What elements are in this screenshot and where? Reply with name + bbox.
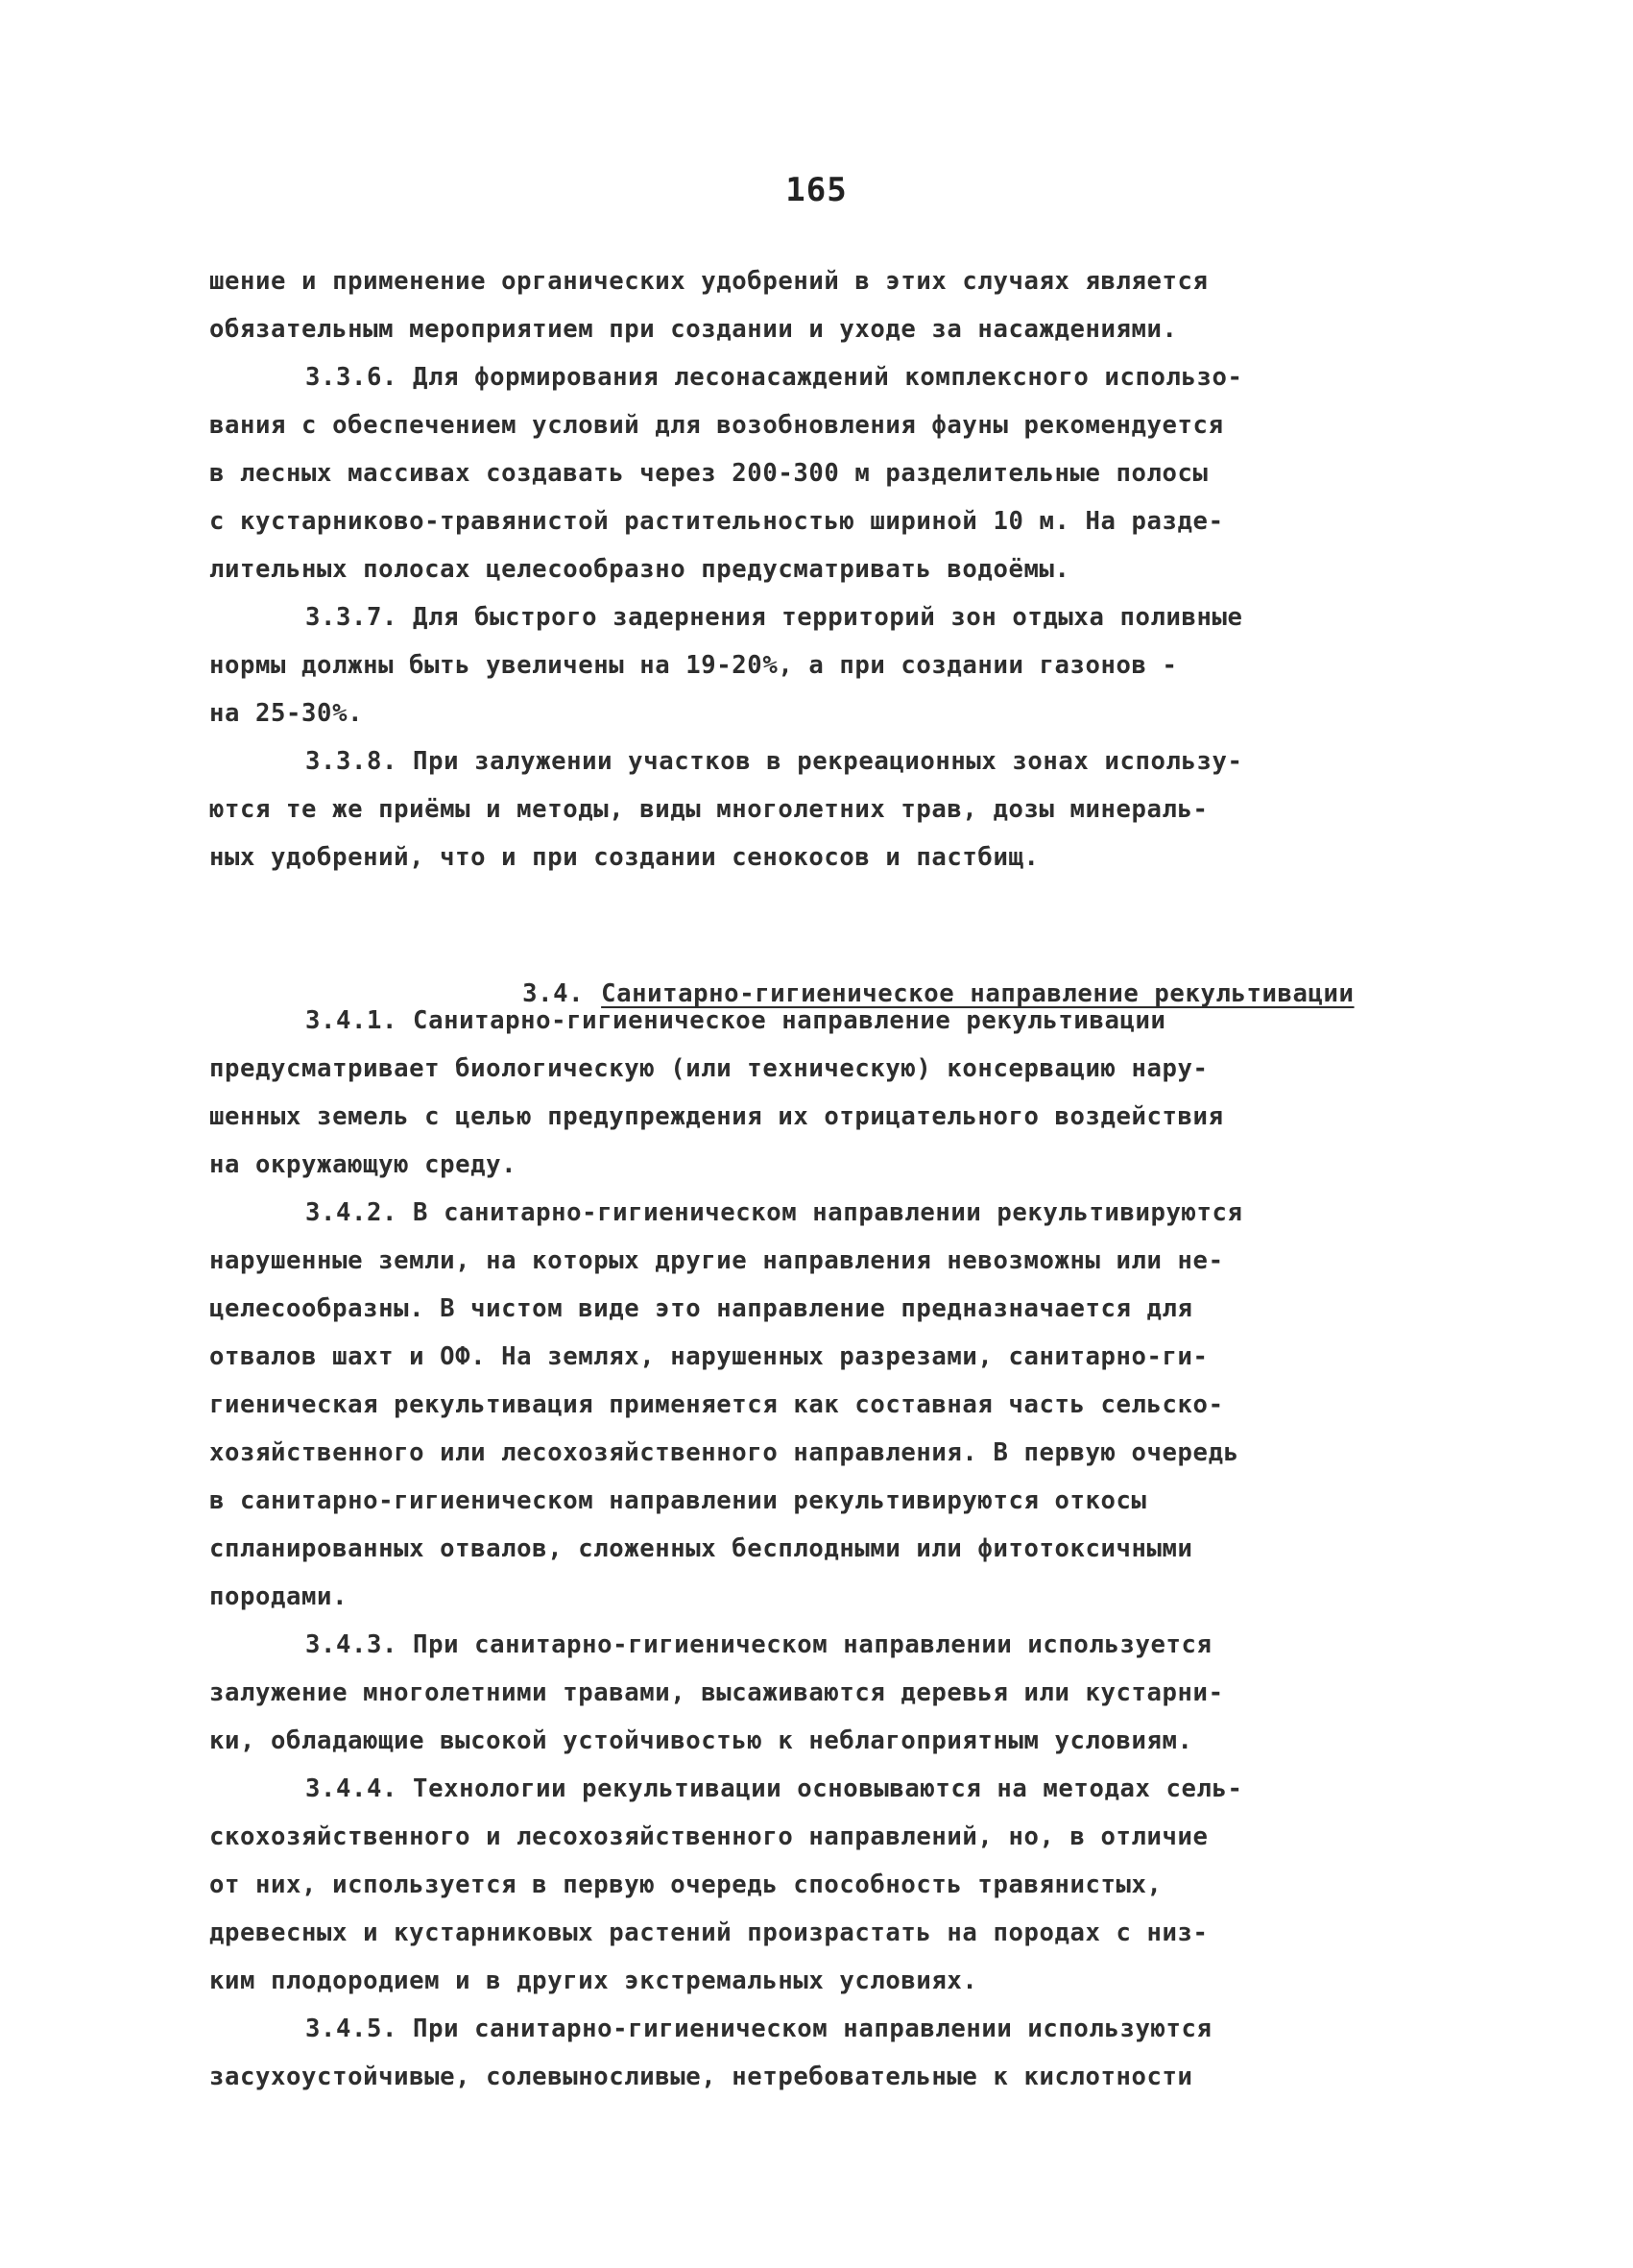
text-line: предусматривает биологическую (или техническую) консервацию нару- xyxy=(209,1054,1209,1083)
paragraph xyxy=(209,353,1429,593)
text-line: хозяйственного или лесохозяйственного направления. В первую очередь xyxy=(209,1438,1239,1467)
text-line: 3.4.4. Технологии рекультивации основываются на методах сель- xyxy=(305,1774,1243,1803)
paragraph xyxy=(209,1765,1429,2005)
text-line: вания с обеспечением условий для возобновления фауны рекомендуется xyxy=(209,411,1224,440)
text-line: ки, обладающие высокой устойчивостью к неблагоприятным условиям. xyxy=(209,1726,1193,1755)
text-line: ных удобрений, что и при создании сенокосов и пастбищ. xyxy=(209,843,1040,872)
text-line: 3.4.2. В санитарно-гигиеническом направлении рекультивируются xyxy=(305,1198,1243,1227)
text-line: на 25-30%. xyxy=(209,699,364,728)
text-line: залужение многолетними травами, высаживаются деревья или кустарни- xyxy=(209,1678,1224,1707)
paragraph xyxy=(209,1621,1429,1765)
paragraph xyxy=(209,737,1429,881)
text-line: в лесных массивах создавать через 200-300 м разделительные полосы xyxy=(209,459,1209,488)
text-line: нормы должны быть увеличены на 19-20%, а при создании газонов - xyxy=(209,651,1178,680)
text-line: от них, используется в первую очередь способность травянистых, xyxy=(209,1870,1163,1899)
text-line: породами. xyxy=(209,1582,348,1611)
paragraph xyxy=(209,1189,1429,1621)
text-line: 3.3.6. Для формирования лесонасаждений комплексного использо- xyxy=(305,363,1243,392)
spacer xyxy=(209,881,1429,916)
paragraph xyxy=(209,257,1429,353)
text-line: засухоустойчивые, солевыносливые, нетребовательные к кислотности xyxy=(209,2063,1193,2091)
paragraph xyxy=(209,997,1429,1189)
text-line: 3.4.1. Санитарно-гигиеническое направление рекультивации xyxy=(305,1006,1166,1035)
text-line: нарушенные земли, на которых другие направления невозможны или не- xyxy=(209,1246,1224,1275)
text-line: целесообразны. В чистом виде это направление предназначается для xyxy=(209,1294,1193,1323)
page-number: 165 xyxy=(785,171,848,209)
text-line: в санитарно-гигиеническом направлении рекультивируются откосы xyxy=(209,1486,1147,1515)
text-line: скохозяйственного и лесохозяйственного направлений, но, в отличие xyxy=(209,1822,1209,1851)
text-line: с кустарниково-травянистой растительностью шириной 10 м. На разде- xyxy=(209,507,1224,536)
paragraph xyxy=(209,593,1429,737)
body-text xyxy=(209,257,1429,2101)
text-line: спланированных отвалов, сложенных бесплодными или фитотоксичными xyxy=(209,1534,1193,1563)
paragraphs-bottom xyxy=(209,997,1429,2101)
text-line: 3.4.5. При санитарно-гигиеническом направлении используются xyxy=(305,2015,1213,2043)
text-line: 3.3.8. При залужении участков в рекреационных зонах использу- xyxy=(305,747,1243,776)
text-line: шение и применение органических удобрений в этих случаях является xyxy=(209,267,1209,296)
paragraphs-top xyxy=(209,257,1429,881)
paragraph xyxy=(209,2005,1429,2101)
text-line: ким плодородием и в других экстремальных условиях. xyxy=(209,1966,978,1995)
section-title: Санитарно-гигиеническое направление рекультивации xyxy=(601,979,1355,1008)
section-heading xyxy=(209,916,1429,1008)
text-line: обязательным мероприятием при создании и уходе за насаждениями. xyxy=(209,315,1178,344)
text-line: отвалов шахт и ОФ. На землях, нарушенных разрезами, санитарно-ги- xyxy=(209,1342,1209,1371)
text-line: гиеническая рекультивация применяется как составная часть сельско- xyxy=(209,1390,1224,1419)
text-line: лительных полосах целесообразно предусматривать водоёмы. xyxy=(209,555,1070,584)
text-line: 3.4.3. При санитарно-гигиеническом направлении используется xyxy=(305,1630,1213,1659)
text-line: ются те же приёмы и методы, виды многолетних трав, дозы минераль- xyxy=(209,795,1209,824)
text-line: древесных и кустарниковых растений произрастать на породах с низ- xyxy=(209,1918,1209,1947)
text-line: 3.3.7. Для быстрого задернения территорий зон отдыха поливные xyxy=(305,603,1243,632)
section-number: 3.4. xyxy=(522,979,585,1008)
text-line: на окружающую среду. xyxy=(209,1150,517,1179)
text-line: шенных земель с целью предупреждения их отрицательного воздействия xyxy=(209,1102,1224,1131)
